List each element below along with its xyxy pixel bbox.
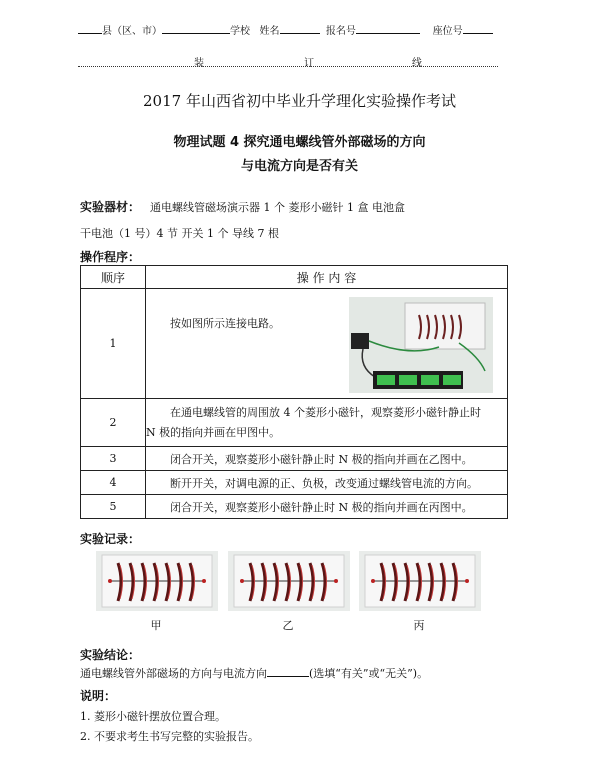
conclusion-before: 通电螺线管外部磁场的方向与电流方向 [80, 667, 267, 680]
seat-blank[interactable] [463, 23, 493, 34]
seat-label: 座位号 [432, 26, 463, 37]
table-row [81, 399, 508, 447]
table-row [81, 289, 508, 399]
name-blank[interactable] [280, 23, 320, 34]
row-content: 闭合开关，观察菱形小磁针静止时 N 极的指向并画在丙图中。 [146, 495, 508, 519]
school-blank[interactable] [162, 23, 230, 34]
seal-char-3: 线 [412, 58, 422, 69]
row-num: 1 [81, 289, 146, 399]
seal-char-1: 装 [194, 58, 204, 69]
table-row [81, 495, 508, 519]
row-num: 4 [81, 471, 146, 495]
table-header-row [81, 266, 508, 289]
record-photo-yi [228, 551, 350, 611]
reg-blank[interactable] [356, 23, 420, 34]
equipment-label: 实验器材： [80, 200, 141, 214]
note-item-1: 1. 菱形小磁针摆放位置合理。 [80, 710, 226, 723]
county-label: 县（区、市） [102, 26, 162, 37]
record-photo-jia [96, 551, 218, 611]
caption-bing: 丙 [413, 619, 425, 632]
col-content: 操 作 内 容 [146, 266, 508, 289]
procedure-label: 操作程序： [80, 250, 141, 264]
row-num: 2 [81, 399, 146, 447]
county-blank[interactable] [78, 23, 102, 34]
circuit-photo [349, 297, 493, 393]
record-photo-bing [359, 551, 481, 611]
experiment-title-2: 与电流方向是否有关 [240, 159, 358, 174]
procedure-table [80, 265, 508, 519]
row-content [146, 289, 508, 399]
binding-dotted-line [78, 66, 498, 67]
name-label: 姓名 [259, 26, 280, 37]
seal-char-2: 订 [304, 58, 314, 69]
reg-label: 报名号 [325, 26, 356, 37]
note-item-2: 2. 不要求考生书写完整的实验报告。 [80, 730, 259, 743]
col-order: 顺序 [81, 266, 146, 289]
row-content: 断开开关，对调电源的正、负极，改变通过螺线管电流的方向。 [146, 471, 508, 495]
row-content [146, 399, 508, 447]
school-label: 学校 [230, 26, 250, 37]
conclusion-blank[interactable] [267, 666, 309, 677]
notes-label: 说明： [80, 689, 117, 703]
equipment-line-2: 干电池（1 号）4 节 开关 1 个 导线 7 根 [80, 227, 279, 240]
row-text: 在通电螺线管的周围放 4 个菱形小磁针，观察菱形小磁针静止时 [170, 405, 481, 419]
caption-jia: 甲 [150, 619, 162, 632]
equipment-line-1: 通电螺线管磁场演示器 1 个 菱形小磁针 1 盒 电池盒 [150, 201, 405, 214]
table-row [81, 447, 508, 471]
row-num: 3 [81, 447, 146, 471]
row-content: 闭合开关，观察菱形小磁针静止时 N 极的指向并画在乙图中。 [146, 447, 508, 471]
conclusion-label: 实验结论： [80, 648, 141, 662]
conclusion-text [80, 665, 428, 681]
exam-header [78, 22, 493, 37]
experiment-title: 物理试题 4 探究通电螺线管外部磁场的方向 [173, 135, 426, 150]
record-label: 实验记录： [80, 532, 141, 546]
exam-title: 2017 年山西省初中毕业升学理化实验操作考试 [143, 92, 456, 110]
caption-yi: 乙 [282, 619, 294, 632]
row-text-cont: N 极的指向并画在甲图中。 [146, 425, 281, 439]
row-text: 按如图所示连接电路。 [170, 317, 280, 330]
table-row [81, 471, 508, 495]
row-num: 5 [81, 495, 146, 519]
conclusion-after: (选填“有关”或“无关”)。 [309, 667, 429, 680]
